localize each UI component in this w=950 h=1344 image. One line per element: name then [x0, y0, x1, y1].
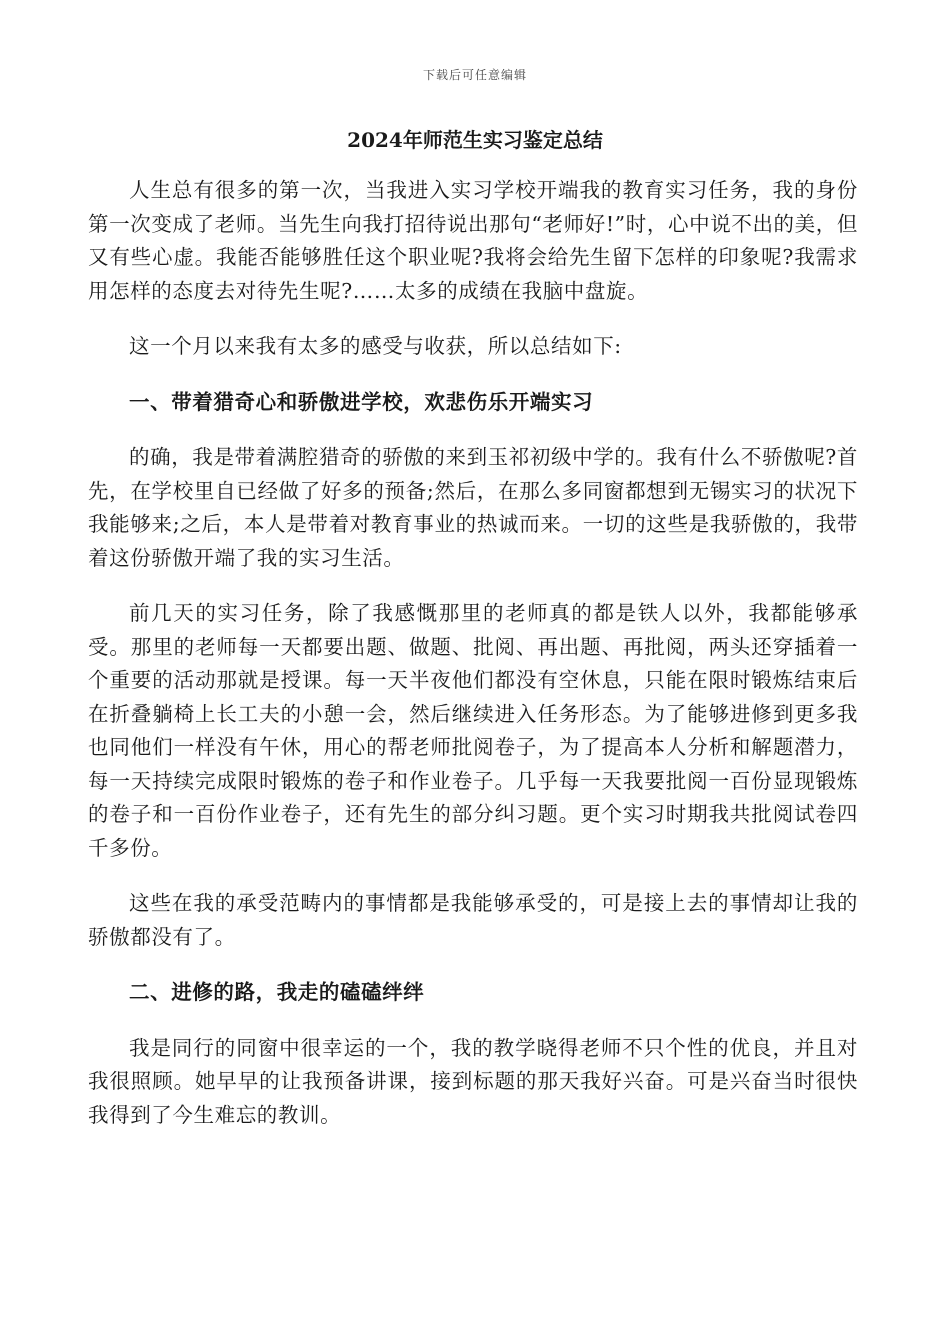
paragraph-summary-lead: 这一个月以来我有太多的感受与收获，所以总结如下: — [129, 334, 622, 358]
document-body — [88, 174, 858, 1154]
header-note: 下载后可任意编辑 — [422, 68, 527, 82]
paragraph-intro: 人生总有很多的第一次，当我进入实习学校开端我的教育实习任务，我的身份第一次变成了老师。当先生向我打招待说出那句“老师好!”时，心中说不出的美，但又有些心虚。我能否能够胜任这个职业呢?我将会给先生留下怎样的印象呢?我需求用怎样的态度去对待先生呢?……太多的成绩在我脑中盘旋。 — [88, 178, 858, 303]
paragraph-section1-c: 这些在我的承受范畴内的事情都是我能够承受的，可是接上去的事情却让我的骄傲都没有了。 — [88, 891, 858, 949]
paragraph-section1-b: 前几天的实习任务，除了我感慨那里的老师真的都是铁人以外，我都能够承受。那里的老师每一天都要出题、做题、批阅、再出题、再批阅，两头还穿插着一个重要的活动那就是授课。每一天半夜他们都没有空休息，只能在限时锻炼结束后在折叠躺椅上长工夫的小憩一会，然后继续进入任务形态。为了能够进修到更多我也同他们一样没有午休，用心的帮老师批阅卷子，为了提高本人分析和解题潜力，每一天持续完成限时锻炼的卷子和作业卷子。几乎每一天我要批阅一百份显现锻炼的卷子和一百份作业卷子，还有先生的部分纠习题。更个实习时期我共批阅试卷四千多份。 — [88, 601, 858, 860]
paragraph-section1-a: 的确，我是带着满腔猎奇的骄傲的来到玉祁初级中学的。我有什么不骄傲呢?首先，在学校里自已经做了好多的预备;然后，在那么多同窗都想到无锡实习的状况下我能够来;之后，本人是带着对教育事业的热诚而来。一切的这些是我骄傲的，我带着这份骄傲开端了我的实习生活。 — [88, 445, 858, 570]
section-heading-2: 二、进修的路，我走的磕磕绊绊 — [129, 980, 425, 1004]
section-heading-1: 一、带着猎奇心和骄傲进学校，欢悲伤乐开端实习 — [129, 389, 594, 414]
document-title: 2024年师范生实习鉴定总结 — [347, 128, 603, 152]
paragraph-section2-a: 我是同行的同窗中很幸运的一个，我的教学晓得老师不只个性的优良，并且对我很照顾。她早早的让我预备讲课，接到标题的那天我好兴奋。可是兴奋当时很快我得到了今生难忘的教训。 — [88, 1035, 858, 1127]
